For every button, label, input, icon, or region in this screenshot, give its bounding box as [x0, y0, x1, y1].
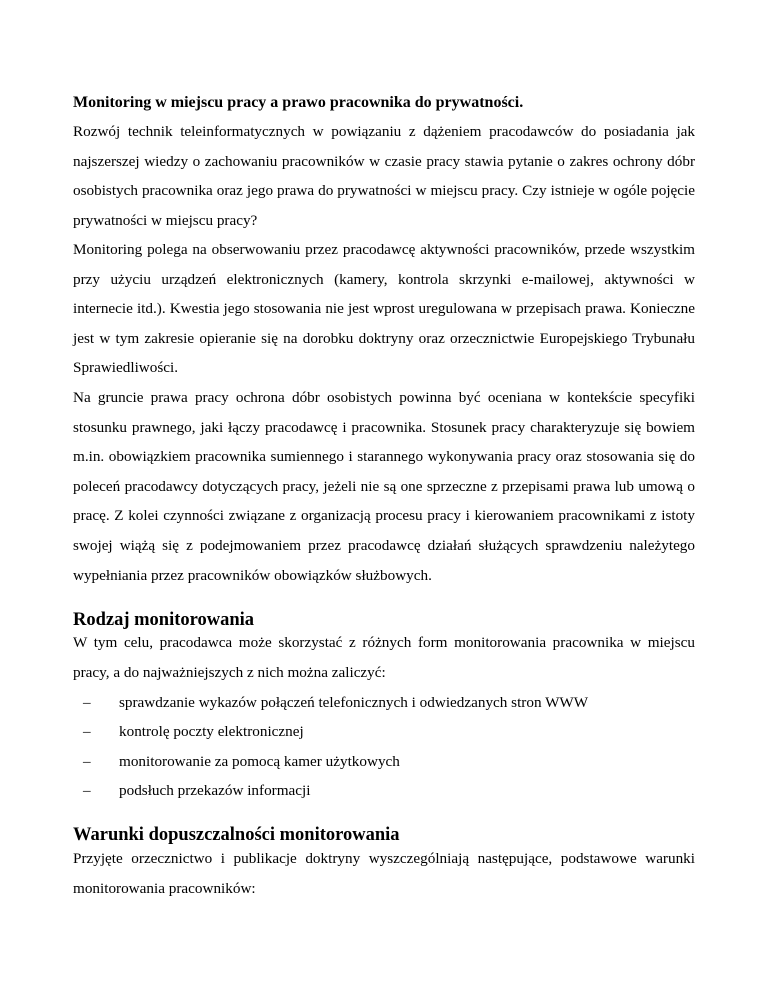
- heading-monitoring-types: Rodzaj monitorowania: [73, 610, 255, 630]
- paragraph-monitoring-types-intro: W tym celu, pracodawca może skorzystać z różnych form monitorowania pracownika w miejscu pracy, a do najważniejszych z nich można zaliczyć:: [73, 634, 695, 681]
- dash-bullet: –: [83, 752, 91, 770]
- document-title: Monitoring w miejscu pracy a prawo pracownika do prywatności.: [73, 94, 524, 111]
- list-item-text: kontrolę poczty elektronicznej: [119, 723, 304, 741]
- list-item: [73, 747, 588, 776]
- list-item: [73, 717, 588, 746]
- paragraph-monitoring-conditions-intro: Przyjęte orzecznictwo i publikacje doktryny wyszczególniają następujące, podstawowe warunki monitorowania pracowników:: [73, 850, 695, 897]
- paragraph-monitoring-definition: Monitoring polega na obserwowaniu przez pracodawcę aktywności pracowników, przede wszystkim przy użyciu urządzeń elektronicznych (kamery, kontrola skrzynki e-mailowej, aktywności w internecie itd.). Kwestia jego stosowania nie jest wprost uregulowana w przepisach prawa. Konieczne jest w tym zakresie opieranie się na dorobku doktryny oraz orzecznictwie Europejskiego Trybunału Sprawiedliwości.: [73, 241, 695, 377]
- monitoring-types-list: [73, 688, 588, 805]
- dash-bullet: –: [83, 781, 91, 799]
- paragraph-intro: Rozwój technik teleinformatycznych w powiązaniu z dążeniem pracodawców do posiadania jak najszerszej wiedzy o zachowaniu pracowników w czasie pracy stawia pytanie o zakres ochrony dóbr osobistych pracownika oraz jego prawa do prywatności w miejscu pracy. Czy istnieje w ogóle pojęcie prywatności w miejscu pracy?: [73, 123, 695, 229]
- paragraph-labor-law: Na gruncie prawa pracy ochrona dóbr osobistych powinna być oceniana w kontekście specyfiki stosunku prawnego, jaki łączy pracodawcę i pracownika. Stosunek pracy charakteryzuje się bowiem m.in. obowiązkiem pracownika sumiennego i starannego wykonywania pracy oraz stosowania się do poleceń pracodawcy dotyczących pracy, jeżeli nie są one sprzeczne z przepisami prawa lub umową o pracę. Z kolei czynności związane z organizacją procesu pracy i kierowaniem pracownikami z istoty swojej wiążą się z podejmowaniem przez pracodawcę działań służących sprawdzeniu należytego wypełniania przez pracowników obowiązków służbowych.: [73, 389, 695, 584]
- dash-bullet: –: [83, 723, 91, 741]
- list-item: [73, 688, 588, 717]
- list-item-text: monitorowanie za pomocą kamer użytkowych: [119, 752, 400, 770]
- list-item-text: podsłuch przekazów informacji: [119, 781, 311, 799]
- dash-bullet: –: [83, 694, 91, 711]
- heading-monitoring-conditions: Warunki dopuszczalności monitorowania: [73, 825, 400, 845]
- list-item: [73, 776, 588, 805]
- list-item-text: sprawdzanie wykazów połączeń telefonicznych i odwiedzanych stron WWW: [119, 694, 589, 711]
